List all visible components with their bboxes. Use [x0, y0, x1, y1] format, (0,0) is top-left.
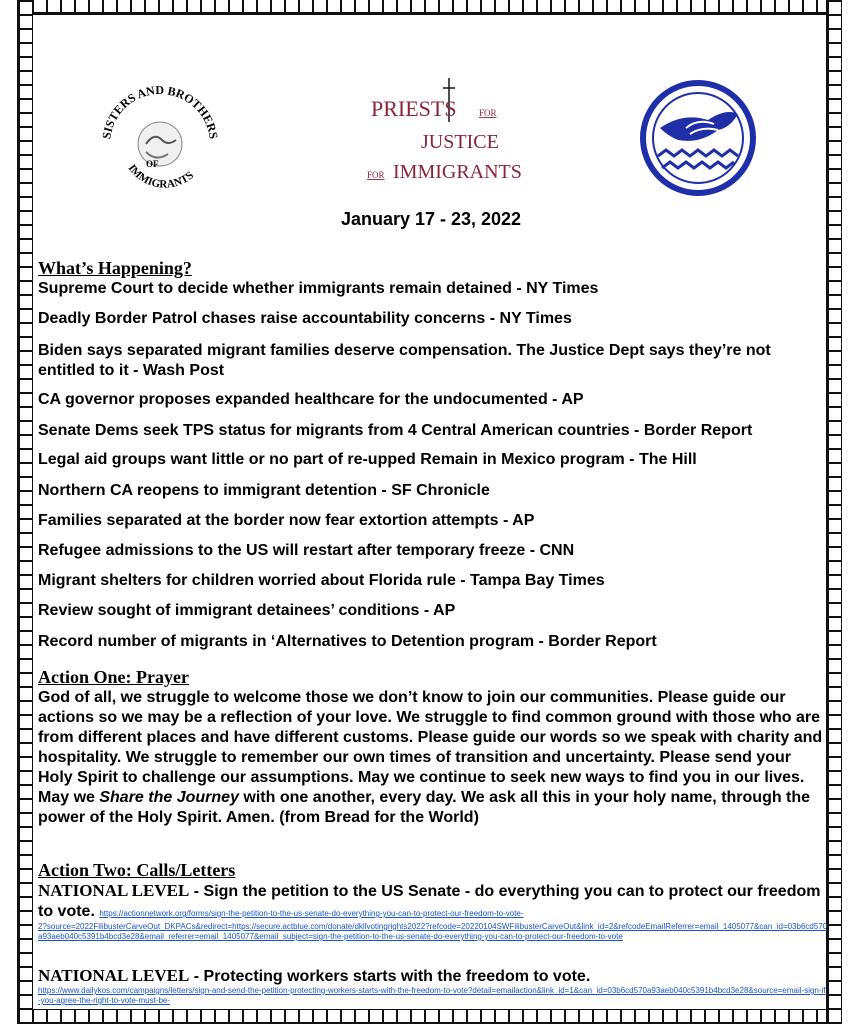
action-item-1: NATIONAL LEVEL - Sign the petition to the US Senate - do everything you can to protect our freedom to vote. https://actionnetwork.org/forms/sign-the-petition-to-the-us-senate-do-everything-you-can-to-protect-our-freedom-to-vote- [38, 881, 821, 920]
logo-for-text-2: FOR [367, 170, 385, 180]
logo-immigrants-text: IMMIGRANTS [393, 161, 522, 183]
prayer-text: God of all, we struggle to welcome those we don’t know to join our communities. Please guide our actions so we may be a reflection of your love. We struggle to find common ground with those who are from different places and have different customs. Please guide our words so we speak with charity and hospitality. We struggle to remember our own times of transition and uncertainty. Please send your Holy Spirit to challenge our assumptions. May we continue to seek new ways to find you in our lives. May we Share the Journey with one another, every day. We ask all this in your holy name, through the power of the Holy Spirit. Amen. (from Bread for the World) [38, 689, 823, 826]
logo-arc-top-text: SISTERS AND BROTHERS [99, 82, 221, 140]
petition-link-1[interactable]: https://actionnetwork.org/forms/sign-the-petition-to-the-us-senate-do-everything-you-can-to-protect-our-freedom-to-vote- [99, 909, 524, 918]
petition-link-1-continued[interactable]: 2?source=2022FilibusterCarveOut_DKPACs&redirect=https://secure.actblue.com/donate/dkllvotingrights2022?refcode=20220104SWFilibusterCarveOut&link_id=2&refcodeEmailReferrer=email_1405077&can_id=03b6cd570a93aeb040c5391b4bcd3e28&email_referrer=email_1405077&email_subject=sign-the-petition-to-the-us-senate-do-everything-you-can-to-protect-our-freedom-to-vote [38, 922, 828, 941]
news-item: Record number of migrants in ‘Alternatives to Detention program - Border Report [38, 633, 657, 650]
action-two-heading: Action Two: Calls/Letters [38, 860, 236, 880]
decorative-border-top [18, 0, 841, 14]
petition-link-2[interactable]: https://www.dailykos.com/campaigns/letters/sign-and-send-the-petition-protecting-workers-starts-with-the-freedom-to-vote?detail=emailaction&link_id=1&can_id=03b6cd570a93aeb040c5391b4bcd3e28&source=email-sign-if-you-agree-the-right-to-vote-must-be- [38, 986, 826, 1005]
national-level-label: NATIONAL LEVEL [38, 966, 190, 985]
logo-of-text: OF [146, 159, 159, 169]
logo-justice-text: JUSTICE [421, 131, 499, 153]
news-item: Senate Dems seek TPS status for migrants from 4 Central American countries - Border Report [38, 422, 753, 439]
news-item: Migrant shelters for children worried about Florida rule - Tampa Bay Times [38, 572, 605, 589]
news-item: Refugee admissions to the US will restart after temporary freeze - CNN [38, 542, 575, 559]
news-item: Supreme Court to decide whether immigrants remain detained - NY Times [38, 280, 599, 297]
priests-for-justice-logo [363, 76, 533, 196]
sisters-brothers-logo [96, 74, 224, 202]
dove-logo [638, 78, 758, 198]
decorative-border-bottom [18, 1010, 841, 1024]
news-item: Deadly Border Patrol chases raise accountability concerns - NY Times [38, 310, 572, 327]
news-item: Biden says separated migrant families deserve compensation. The Justice Dept says they’re not entitled to it - Wash Post [38, 342, 771, 379]
news-item: Review sought of immigrant detainees’ conditions - AP [38, 602, 456, 619]
news-item: Families separated at the border now fear extortion attempts - AP [38, 512, 535, 529]
action-item-2: NATIONAL LEVEL - Protecting workers starts with the freedom to vote. [38, 966, 591, 985]
logo-priests-text: PRIESTS [371, 96, 457, 121]
whats-happening-heading: What’s Happening? [38, 258, 192, 278]
national-level-label: NATIONAL LEVEL [38, 881, 190, 900]
date-range: January 17 - 23, 2022 [340, 209, 522, 229]
logo-for-text-1: FOR [479, 108, 497, 118]
news-item: Northern CA reopens to immigrant detention - SF Chronicle [38, 482, 490, 499]
news-item: Legal aid groups want little or no part of re-upped Remain in Mexico program - The Hill [38, 451, 697, 468]
logo-arc-bottom-text: IMMIGRANTS [125, 162, 196, 191]
action-one-heading: Action One: Prayer [38, 667, 189, 687]
decorative-border-right [827, 0, 841, 1024]
logo-row [38, 70, 824, 200]
decorative-border-left [18, 0, 32, 1024]
news-item: CA governor proposes expanded healthcare for the undocumented - AP [38, 391, 584, 408]
